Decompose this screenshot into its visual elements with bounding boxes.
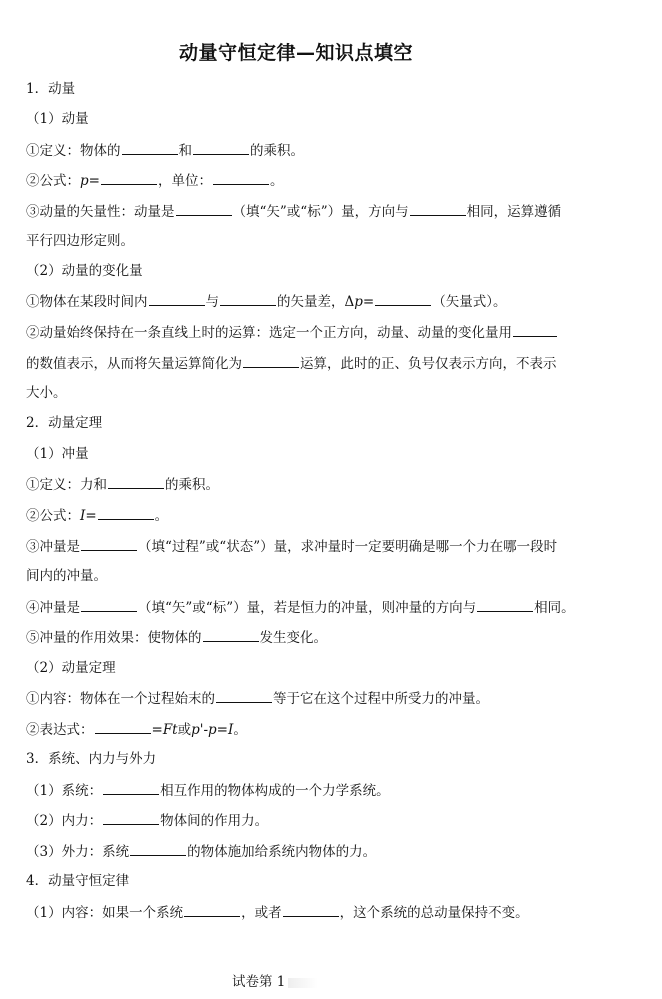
text-line: [26, 354, 557, 373]
text-line: [26, 202, 561, 221]
text-span: ，这个系统的总动量保持不变。: [339, 905, 529, 921]
text-span: ③冲量是: [26, 539, 80, 555]
fill-blank[interactable]: [81, 537, 137, 551]
text-line: [26, 628, 327, 647]
fill-blank[interactable]: [176, 202, 232, 216]
formula-ft: Ft: [162, 722, 178, 738]
fill-blank[interactable]: [375, 292, 431, 306]
fill-blank[interactable]: [103, 811, 159, 825]
text-line: [26, 141, 304, 160]
text-span: 。: [233, 722, 247, 738]
fill-blank[interactable]: [103, 781, 159, 795]
text-span: 发生变化。: [259, 630, 327, 646]
text-span: （填“矢”或“标”）量，方向与: [232, 204, 409, 220]
fill-blank[interactable]: [193, 141, 249, 155]
section-2-heading: 2．动量定理: [26, 415, 103, 431]
text-span: （填“矢”或“标”）量，若是恒力的冲量，则冲量的方向与: [138, 600, 477, 616]
text-span: ，单位：: [157, 173, 212, 189]
fill-blank[interactable]: [81, 598, 137, 612]
text-span: =: [88, 173, 100, 189]
subsection-heading: （1）动量: [26, 111, 89, 127]
text-line: [26, 506, 168, 525]
text-span: ②动量始终保持在一条直线上时的运算：选定一个正方向，动量、动量的变化量用: [26, 325, 512, 341]
text-span: ，或者: [241, 905, 282, 921]
text-span: 的乘积。: [165, 477, 219, 493]
text-line: 大小。: [26, 385, 67, 401]
text-span: 运算，此时的正、负号仅表示方向，不表示: [300, 356, 557, 372]
text-span: =: [362, 294, 375, 310]
text-line: [26, 842, 376, 861]
text-span: 与: [205, 294, 219, 310]
text-span: ②表达式：: [26, 722, 94, 738]
page-number-label: 试卷第 1: [232, 974, 286, 990]
text-span: 物体间的作用力。: [160, 813, 269, 829]
fill-blank[interactable]: [213, 171, 269, 185]
text-span: 等于它在这个过程中所受力的冲量。: [273, 691, 489, 707]
formula-momentum: p'-p=I: [191, 722, 234, 738]
symbol-i: I: [80, 508, 86, 524]
fill-blank[interactable]: [184, 903, 240, 917]
fill-blank[interactable]: [410, 202, 466, 216]
symbol-p: p: [80, 173, 89, 189]
fill-blank[interactable]: [98, 506, 154, 520]
text-line: [26, 323, 558, 342]
text-span: （1）内容：如果一个系统: [26, 905, 184, 921]
text-span: ①物体在某段时间内: [26, 294, 148, 310]
text-line: [26, 720, 247, 739]
text-span: 。: [154, 508, 169, 524]
text-span: 的乘积。: [250, 143, 304, 159]
text-line: [26, 292, 506, 311]
text-span: 的物体施加给系统内物体的力。: [187, 844, 377, 860]
text-span: ①内容：物体在一个过程始末的: [26, 691, 215, 707]
subsection-heading: （2）动量定理: [26, 660, 116, 676]
text-span: （矢量式）。: [432, 294, 507, 310]
text-line: [26, 598, 575, 617]
text-span: ①定义：物体的: [26, 143, 121, 159]
fill-blank[interactable]: [101, 171, 157, 185]
subsection-heading: （2）动量的变化量: [26, 263, 143, 279]
section-3-heading: 3．系统、内力与外力: [26, 751, 157, 767]
text-span: （2）内力：: [26, 813, 103, 829]
text-span: （填“过程”或“状态”）量，求冲量时一定要明确是哪一个力在哪一段时: [138, 539, 558, 555]
symbol-p: p: [354, 294, 363, 310]
fill-blank[interactable]: [122, 141, 178, 155]
text-line: [26, 537, 557, 556]
text-span: =: [85, 508, 97, 524]
text-line: [26, 689, 489, 708]
text-span: ②公式：: [26, 508, 80, 524]
text-span: 的数值表示，从而将矢量运算简化为: [26, 356, 242, 372]
fill-blank[interactable]: [216, 689, 272, 703]
section-1-heading: 1．动量: [26, 81, 76, 97]
page-title: 动量守恒定律—知识点填空: [178, 42, 413, 64]
text-span: （1）系统：: [26, 783, 103, 799]
text-span: ③动量的矢量性：动量是: [26, 204, 175, 220]
fill-blank[interactable]: [477, 598, 533, 612]
fill-blank[interactable]: [130, 842, 186, 856]
text-line: [26, 781, 390, 800]
text-span: 或: [177, 722, 192, 738]
footer-smudge: [288, 978, 318, 988]
text-span: ①定义：力和: [26, 477, 107, 493]
text-span: ④冲量是: [26, 600, 80, 616]
fill-blank[interactable]: [513, 323, 557, 337]
fill-blank[interactable]: [108, 475, 164, 489]
fill-blank[interactable]: [283, 903, 339, 917]
text-span: =: [151, 722, 163, 738]
text-span: 相互作用的物体构成的一个力学系统。: [160, 783, 390, 799]
fill-blank[interactable]: [149, 292, 205, 306]
page-footer: [232, 970, 318, 990]
fill-blank[interactable]: [203, 628, 259, 642]
text-line: [26, 475, 219, 494]
text-line: [26, 171, 283, 190]
text-span: 。: [269, 173, 284, 189]
text-line: 间内的冲量。: [26, 568, 107, 584]
subsection-heading: （1）冲量: [26, 446, 89, 462]
text-span: 和: [178, 143, 192, 159]
section-4-heading: 4．动量守恒定律: [26, 873, 130, 889]
text-span: ⑤冲量的作用效果：使物体的: [26, 630, 202, 646]
text-span: （3）外力：系统: [26, 844, 130, 860]
text-line: [26, 903, 529, 922]
text-span: 相同，运算遵循: [466, 204, 562, 220]
text-line: 平行四边形定则。: [26, 233, 134, 249]
text-span: 的矢量差，Δ: [277, 294, 355, 310]
text-span: ②公式：: [26, 173, 80, 189]
fill-blank[interactable]: [95, 720, 151, 734]
fill-blank[interactable]: [220, 292, 276, 306]
fill-blank[interactable]: [243, 354, 299, 368]
text-span: 相同。: [534, 600, 575, 616]
text-line: [26, 811, 268, 830]
